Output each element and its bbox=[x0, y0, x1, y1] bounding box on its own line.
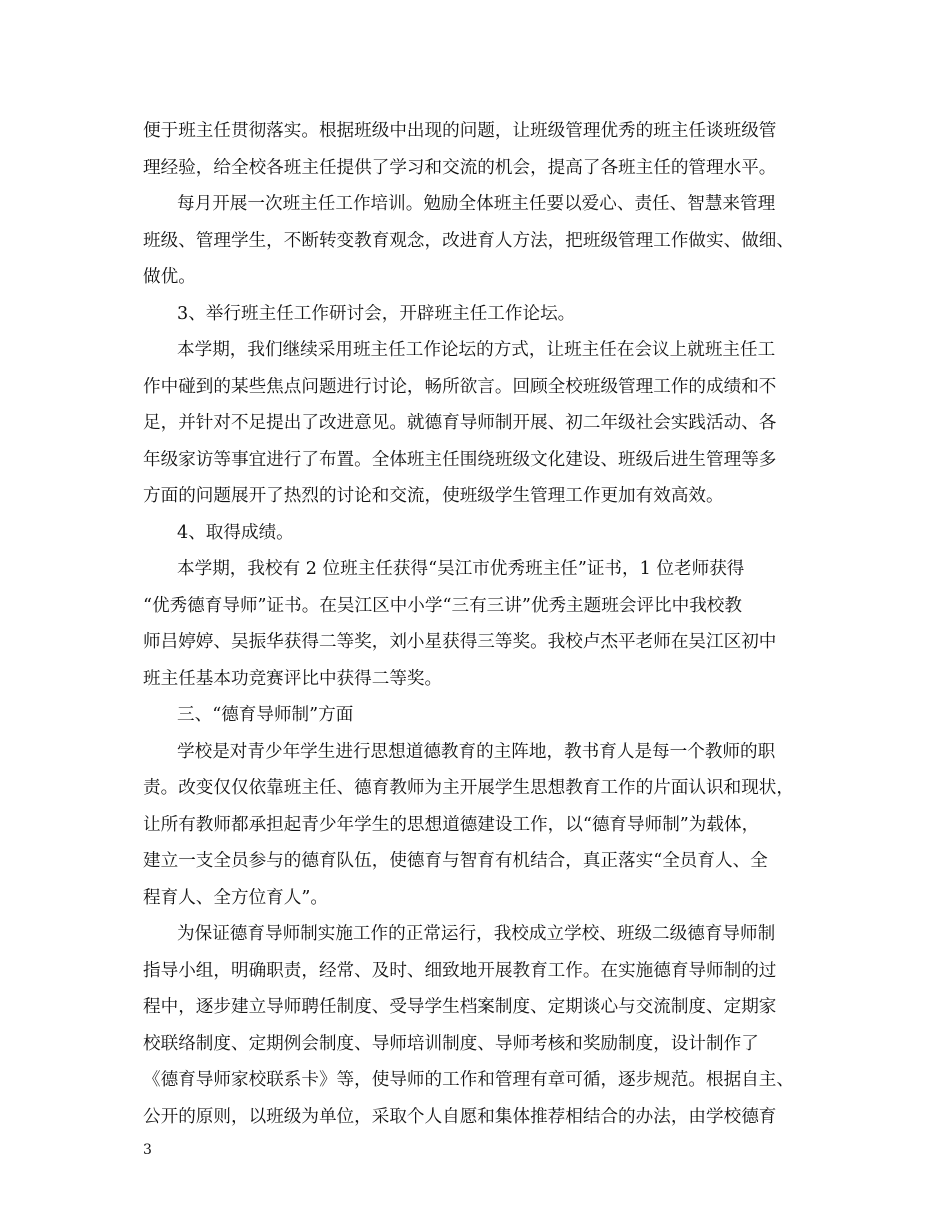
text-line: 责。改变仅仅依靠班主任、德育教师为主开展学生思想教育工作的片面认识和现状， bbox=[143, 778, 794, 798]
text-line: 本学期，我们继续采用班主任工作论坛的方式，让班主任在会议上就班主任工 bbox=[177, 340, 776, 360]
page-number: 3 bbox=[143, 1142, 152, 1158]
text-line: 为保证德育导师制实施工作的正常运行，我校成立学校、班级二级德育导师制 bbox=[177, 924, 776, 944]
text-line: 年级家访等事宜进行了布置。全体班主任围绕班级文化建设、班级后进生管理等多 bbox=[143, 449, 777, 470]
text-line: 让所有教师都承担起青少年学生的思想道德建设工作，以“德育导师制”为载体， bbox=[143, 814, 760, 835]
text-line: 便于班主任贯彻落实。根据班级中出现的问题，让班级管理优秀的班主任谈班级管 bbox=[143, 121, 777, 141]
text-line: 公开的原则，以班级为单位，采取个人自愿和集体推荐相结合的办法，由学校德育 bbox=[143, 1106, 777, 1127]
text-line: 班级、管理学生，不断转变教育观念，改进育人方法，把班级管理工作做实、做细、 bbox=[143, 230, 794, 251]
text-line: 3、举行班主任工作研讨会，开辟班主任工作论坛。 bbox=[177, 303, 576, 324]
text-line: 校联络制度、定期例会制度、导师培训制度、导师考核和奖励制度，设计制作了 bbox=[143, 1033, 759, 1054]
text-line: 本学期，我校有 2 位班主任获得“吴江市优秀班主任”证书，1 位老师获得 bbox=[177, 559, 745, 579]
text-line: 做优。 bbox=[143, 267, 196, 287]
text-line: 师吕婷婷、吴振华获得二等奖，刘小星获得三等奖。我校卢杰平老师在吴江区初中 bbox=[143, 632, 777, 652]
text-line: 每月开展一次班主任工作培训。勉励全体班主任要以爱心、责任、智慧来管理 bbox=[177, 194, 776, 214]
text-line: 程育人、全方位育人”。 bbox=[143, 887, 328, 908]
text-line: 班主任基本功竞赛评比中获得二等奖。 bbox=[143, 668, 443, 689]
document-body bbox=[143, 113, 823, 1135]
text-line: 4、取得成绩。 bbox=[177, 522, 294, 543]
text-line: 《德育导师家校联系卡》等，使导师的工作和管理有章可循，逐步规范。根据自主、 bbox=[143, 1070, 794, 1090]
text-line: “优秀德育导师”证书。在吴江区中小学“三有三讲”优秀主题班会评比中我校教 bbox=[143, 595, 742, 616]
text-line: 指导小组，明确职责，经常、及时、细致地开展教育工作。在实施德育导师制的过 bbox=[143, 960, 777, 981]
text-line: 作中碰到的某些焦点问题进行讨论，畅所欲言。回顾全校班级管理工作的成绩和不 bbox=[143, 376, 777, 397]
text-line: 学校是对青少年学生进行思想道德教育的主阵地，教书育人是每一个教师的职 bbox=[177, 741, 776, 762]
text-line: 理经验，给全校各班主任提供了学习和交流的机会，提高了各班主任的管理水平。 bbox=[143, 157, 777, 178]
text-line: 程中，逐步建立导师聘任制度、受导学生档案制度、定期谈心与交流制度、定期家 bbox=[143, 997, 777, 1017]
text-line: 建立一支全员参与的德育队伍，使德育与智育有机结合，真正落实“全员育人、全 bbox=[143, 851, 768, 871]
text-line: 方面的问题展开了热烈的讨论和交流，使班级学生管理工作更加有效高效。 bbox=[143, 486, 724, 506]
text-line: 三、“德育导师制”方面 bbox=[177, 705, 354, 725]
text-line: 足，并针对不足提出了改进意见。就德育导师制开展、初二年级社会实践活动、各 bbox=[143, 413, 777, 433]
